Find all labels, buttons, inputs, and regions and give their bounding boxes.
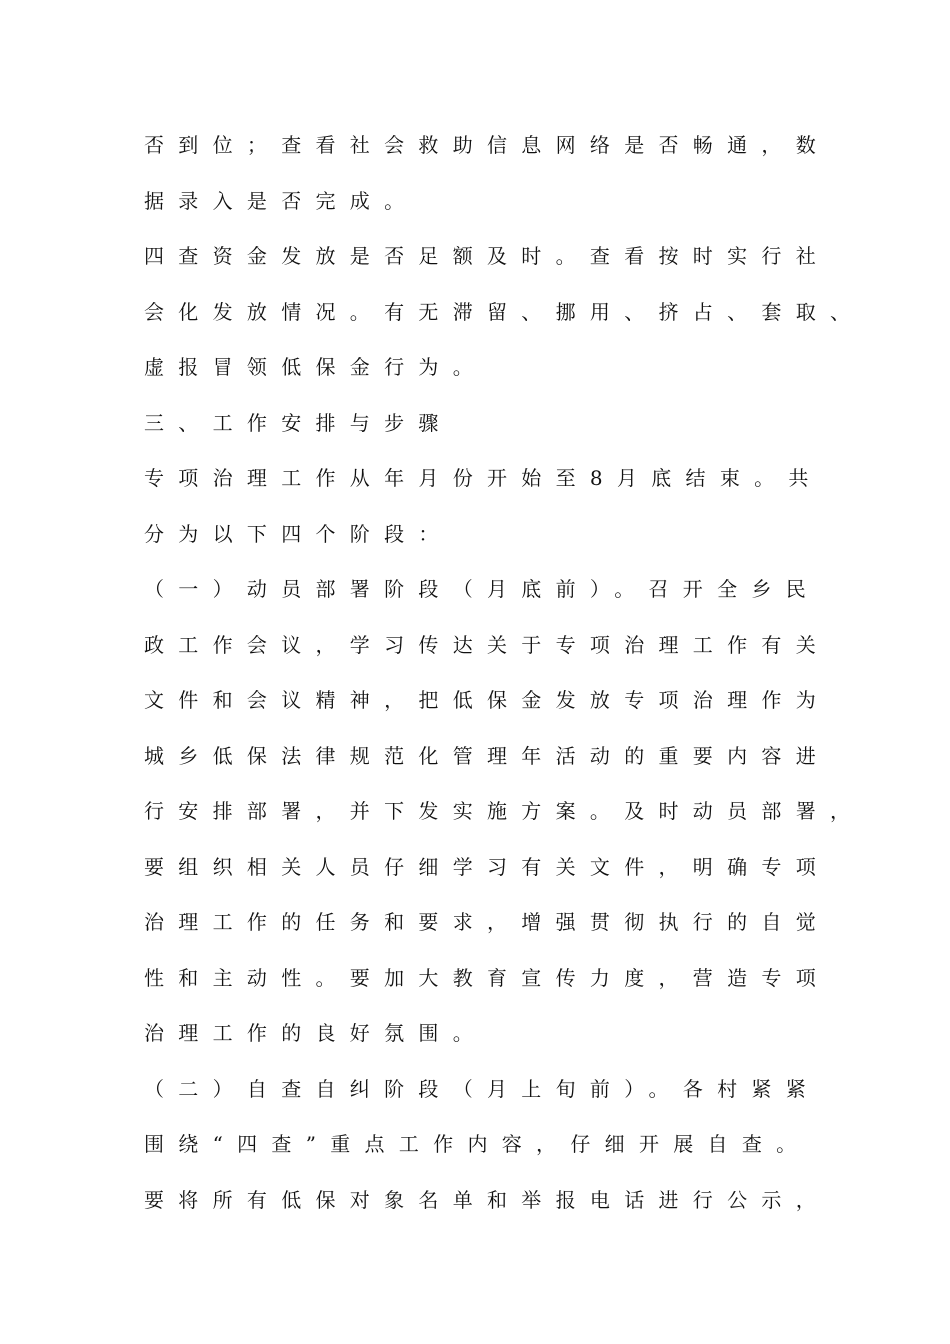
text-line: 要组织相关人员仔细学习有关文件，明确专项	[144, 854, 830, 879]
text-line: 专项治理工作从年月份开始至8月底结束。共	[144, 466, 823, 490]
text-line: （二）自查自纠阶段（月上旬前）。各村紧紧	[144, 1076, 820, 1101]
text-line: 会化发放情况。有无滞留、挪用、挤占、套取、	[144, 299, 865, 324]
text-line: 据录入是否完成。	[144, 188, 419, 213]
text-line: 否到位；查看社会救助信息网络是否畅通，数	[144, 133, 830, 157]
text-line: 政工作会议，学习传达关于专项治理工作有关	[144, 632, 830, 657]
text-line: 治理工作的良好氛围。	[144, 1021, 487, 1045]
text-line: 文件和会议精神，把低保金发放专项治理作为	[144, 688, 830, 712]
text-line: 围绕“四查”重点工作内容，仔细开展自查。	[144, 1132, 811, 1156]
text-line: 城乡低保法律规范化管理年活动的重要内容进	[144, 743, 830, 768]
text-line: 虚报冒领低保金行为。	[144, 355, 487, 379]
text-line: 四查资金发放是否足额及时。查看按时实行社	[144, 244, 830, 268]
text-line: 治理工作的任务和要求，增强贯彻执行的自觉	[144, 910, 830, 934]
text-line: （一）动员部署阶段（月底前）。召开全乡民	[144, 577, 820, 601]
text-line: 性和主动性。要加大教育宣传力度，营造专项	[144, 965, 830, 990]
section-heading: 三、工作安排与步骤	[144, 410, 453, 435]
text-line: 分为以下四个阶段：	[144, 521, 453, 546]
text-line: 行安排部署，并下发实施方案。及时动员部署，	[144, 799, 865, 823]
text-line: 要将所有低保对象名单和举报电话进行公示，	[144, 1187, 830, 1212]
document-body	[144, 128, 865, 1238]
